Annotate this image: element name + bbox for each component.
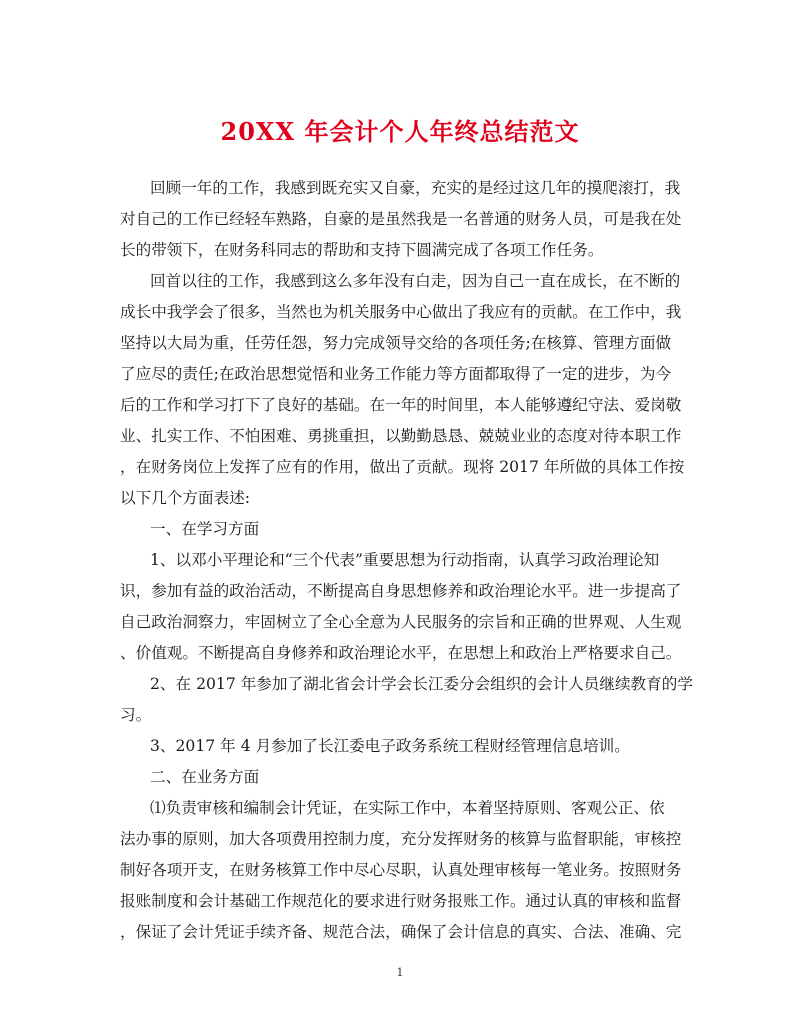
paragraph-line: 2、在 2017 年参加了湖北省会计学会长江委分会组织的会计人员继续教育的学 bbox=[150, 675, 693, 693]
paragraph-line: ，保证了会计凭证手续齐备、规范合法，确保了会计信息的真实、合法、准确、完 bbox=[120, 923, 682, 941]
paragraph-line: 3、2017 年 4 月参加了长江委电子政务系统工程财经管理信息培训。 bbox=[150, 737, 630, 755]
paragraph-line: 长的带领下，在财务科同志的帮助和支持下圆满完成了各项工作任务。 bbox=[120, 241, 604, 259]
paragraph-line: ，在财务岗位上发挥了应有的作用，做出了贡献。现将 2017 年所做的具体工作按 bbox=[120, 458, 685, 476]
paragraph-line: 成长中我学会了很多，当然也为机关服务中心做出了我应有的贡献。在工作中，我 bbox=[120, 303, 682, 321]
paragraph-line: ⑴负责审核和编制会计凭证，在实际工作中，本着坚持原则、客观公正、依 bbox=[150, 799, 665, 817]
paragraph-line: 业、扎实工作、不怕困难、勇挑重担，以勤勤恳恳、兢兢业业的态度对待本职工作 bbox=[120, 427, 682, 445]
paragraph-line: 习。 bbox=[120, 706, 152, 724]
paragraph-line: 以下几个方面表述: bbox=[120, 489, 251, 507]
paragraph-line: 报账制度和会计基础工作规范化的要求进行财务报账工作。通过认真的审核和监督 bbox=[120, 892, 682, 910]
paragraph-line: 、价值观。不断提高自身修养和政治理论水平，在思想上和政治上严格要求自己。 bbox=[120, 644, 682, 662]
paragraph-line: 回顾一年的工作，我感到既充实又自豪，充实的是经过这几年的摸爬滚打，我 bbox=[150, 179, 681, 197]
paragraph-line: 自己政治洞察力，牢固树立了全心全意为人民服务的宗旨和正确的世界观、人生观 bbox=[120, 613, 682, 631]
document-title: 20XX 年会计个人年终总结范文 bbox=[220, 117, 580, 146]
paragraph-line: 制好各项开支，在财务核算工作中尽心尽职，认真处理审核每一笔业务。按照财务 bbox=[120, 861, 682, 879]
paragraph-line: 对自己的工作已经轻车熟路，自豪的是虽然我是一名普通的财务人员，可是我在处 bbox=[120, 210, 682, 228]
paragraph-line: 识，参加有益的政治活动，不断提高自身思想修养和政治理论水平。进一步提高了 bbox=[120, 582, 682, 600]
paragraph-line: 后的工作和学习打下了良好的基础。在一年的时间里，本人能够遵纪守法、爱岗敬 bbox=[120, 396, 682, 414]
section-heading: 二、在业务方面 bbox=[150, 768, 260, 786]
page-number: 1 bbox=[396, 966, 404, 979]
paragraph-line: 了应尽的责任;在政治思想觉悟和业务工作能力等方面都取得了一定的进步，为今 bbox=[120, 365, 672, 383]
paragraph-line: 回首以往的工作，我感到这么多年没有白走，因为自己一直在成长，在不断的 bbox=[150, 272, 681, 290]
paragraph-line: 1、以邓小平理论和“三个代表”重要思想为行动指南，认真学习政治理论知 bbox=[150, 551, 660, 569]
paragraph-line: 法办事的原则，加大各项费用控制力度，充分发挥财务的核算与监督职能，审核控 bbox=[120, 830, 682, 848]
section-heading: 一、在学习方面 bbox=[150, 520, 260, 538]
paragraph-line: 坚持以大局为重，任劳任怨，努力完成领导交给的各项任务;在核算、管理方面做 bbox=[120, 334, 672, 352]
